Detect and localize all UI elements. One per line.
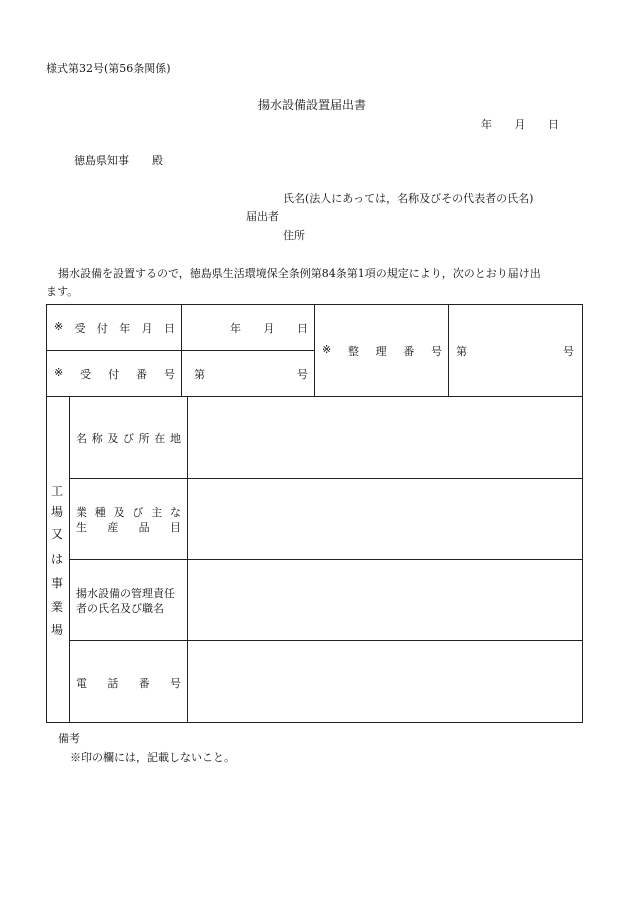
notifier-label: 届出者 — [246, 210, 279, 223]
phone-number-field[interactable] — [188, 641, 582, 722]
notifier-name-label: 氏名(法人にあっては，名称及びその代表者の氏名) — [283, 192, 534, 205]
manager-field[interactable] — [188, 560, 582, 640]
file-number-label: ※ 整 理 番 号 — [322, 343, 442, 358]
manager-label-line1: 揚水設備の管理責任 — [76, 587, 175, 600]
receipt-date-value: 年 月 日 — [230, 322, 308, 335]
industry-label-line1: 業 種 及 び 主 な — [76, 506, 181, 519]
notifier-address-label: 住所 — [283, 229, 305, 242]
remarks-heading: 備考 — [58, 732, 80, 745]
table-col-file-value — [448, 304, 449, 396]
table-col-file-label — [314, 304, 315, 396]
name-location-field[interactable] — [188, 397, 582, 478]
receipt-number-value: 第 号 — [194, 368, 308, 381]
submission-date — [481, 116, 559, 132]
industry-field[interactable] — [188, 479, 582, 559]
table-border-right — [582, 304, 583, 723]
body-text-line1: 揚水設備を設置するので，徳島県生活環境保全条例第84条第1項の規定により，次のとおり届け出 — [58, 267, 541, 280]
receipt-number-label: ※ 受 付 番 号 — [54, 366, 175, 381]
date-month: 月 — [514, 118, 526, 131]
table-divider-receipt — [46, 350, 314, 351]
remarks-note: ※印の欄には，記載しないこと。 — [70, 751, 235, 764]
table-col-receipt-value — [181, 304, 182, 396]
name-location-label: 名 称 及 び 所 在 地 — [76, 432, 181, 445]
form-title: 揚水設備設置届出書 — [258, 98, 367, 112]
manager-label-line2: 者の氏名及び職名 — [76, 602, 164, 615]
table-border-bottom — [46, 722, 583, 723]
date-day: 日 — [548, 118, 559, 131]
table-border-left — [46, 304, 47, 723]
addressee-honorific: 殿 — [152, 154, 163, 167]
receipt-date-label: ※ 受 付 年 月 日 — [54, 320, 175, 335]
addressee-governor: 徳島県知事 — [74, 154, 129, 167]
phone-number-label: 電 話 番 号 — [76, 677, 181, 690]
form-number: 様式第32号(第56条関係) — [46, 62, 171, 75]
industry-label-line2: 生 産 品 目 — [76, 521, 181, 534]
body-text-line2: ます。 — [46, 285, 79, 298]
file-number-value: 第 号 — [456, 345, 574, 358]
date-year: 年 — [481, 118, 492, 131]
